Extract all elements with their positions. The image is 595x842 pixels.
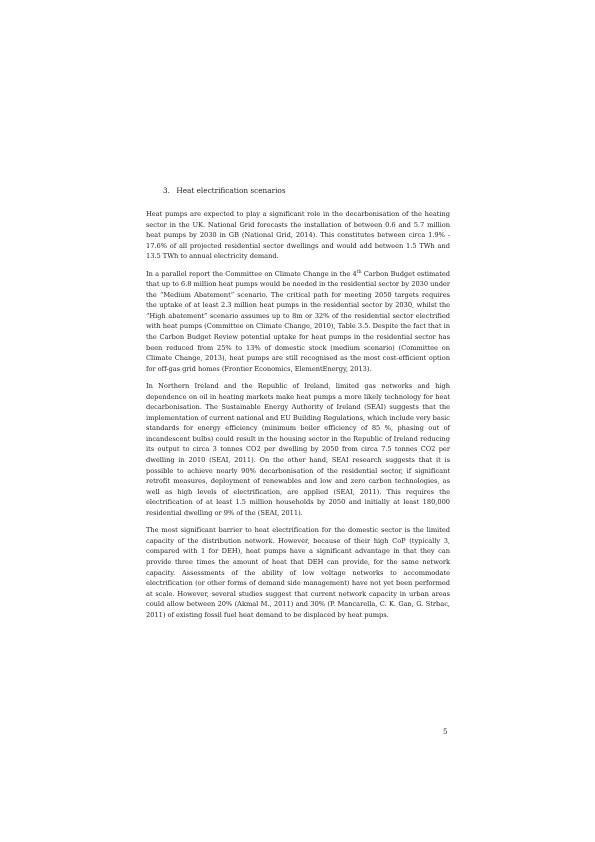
body-text <box>146 209 450 627</box>
paragraph-text: Carbon Budget estimated that up to 6.8 million heat pumps would be needed in the residential sector by 2030 under the “Medium Abatement” scenario. The critical path for meeting 2050 targets requires the uptake of at least 2.3 million heat pumps in the residential sector by 2030, whilst the “High abatement” scenario assumes up to 8m or 32% of the residential sector electrified with heat pumps (Committee on Climate Change, 2010), Table 3.5. Despite the fact that in the Carbon Budget Review potential uptake for heat pumps in the residential sector has been reduced from 25% to 13% of domestic stock (medium scenario) (Committee on Climate Change, 2013), heat pumps are still recognised as the most cost-efficient option for off-gas grid homes (Frontier Economics, ElementEnergy, 2013). <box>146 269 450 373</box>
paragraph-carbon-budget <box>146 269 450 374</box>
paragraph-uk-heat-pumps: Heat pumps are expected to play a significant role in the decarbonisation of the heating sector in the UK. National Grid forecasts the installation of between 0.6 and 5.7 million heat pumps by 2030 in GB (National Grid, 2014). This constitutes between circa 1.9% - 17.6% of all projected residential sector dwellings and would add between 1.5 TWh and 13.5 TWh to annual electricity demand. <box>146 210 450 261</box>
page-number: 5 <box>443 728 448 736</box>
section-heading <box>163 185 286 196</box>
ordinal-superscript: th <box>356 269 362 275</box>
section-title: Heat electrification scenarios <box>176 186 286 195</box>
paragraph-text: In a parallel report the Committee on Climate Change in the 4 <box>146 269 357 278</box>
section-number: 3. <box>163 186 170 195</box>
paragraph-ireland: In Northern Ireland and the Republic of Ireland, limited gas networks and high dependence on oil in heating markets make heat pumps a more likely technology for heat decarbonisation. The Sustainable Energy Authority of Ireland (SEAI) suggests that the implementation of current national and EU Building Regulations, which include very basic standards for energy efficiency (minimum boiler efficiency of 85 %, phasing out of incandescent bulbs) could result in the housing sector in the Republic of Ireland reducing its output to circa 3 tonnes CO2 per dwelling by 2050 from circa 7.5 tonnes CO2 per dwelling in 2010 (SEAI, 2011). On the other hand, SEAI research suggests that it is possible to achieve nearly 90% decarbonisation of the residential sector, if significant retrofit measures, deployment of renewables and low and zero carbon technologies, as well as high levels of electrification, are applied (SEAI, 2011). This requires the electrification of at least 1.5 million households by 2050 and initially at least 180,000 residential dwelling or 9% of the (SEAI, 2011). <box>146 382 450 517</box>
paragraph-network-barrier: The most significant barrier to heat electrification for the domestic sector is the limited capacity of the distribution network. However, because of their high CoP (typically 3, compared with 1 for DEH), heat pumps have a significant advantage in that they can provide three times the amount of heat that DEH can provide, for the same network capacity. Assessments of the ability of low voltage networks to accommodate electrification (or other forms of demand side management) have not yet been performed at scale. However, several studies suggest that current network capacity in urban areas could allow between 20% (Akmal M., 2011) and 30% (P. Mancarella, C. K. Gan, G. Strbac, 2011) of existing fossil fuel heat demand to be displaced by heat pumps. <box>146 526 450 619</box>
